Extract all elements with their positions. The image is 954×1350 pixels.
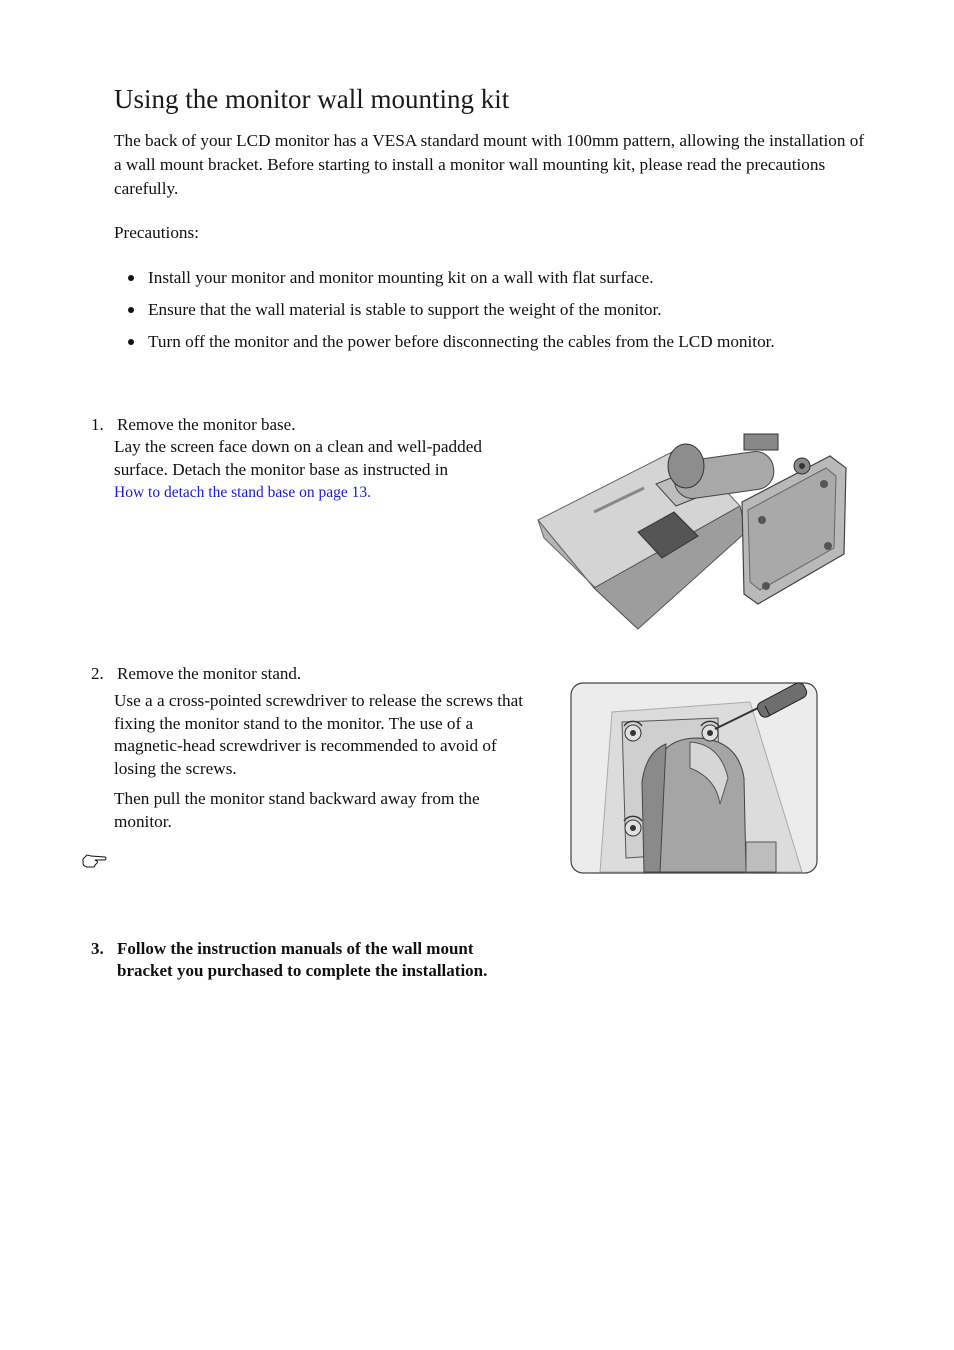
pointing-hand-icon (82, 853, 108, 869)
step-2-text-2: Then pull the monitor stand backward away from the monitor. (114, 789, 480, 831)
step-1-title: 1. Remove the monitor base. (91, 415, 296, 434)
page-title: Using the monitor wall mounting kit (114, 84, 510, 114)
bullet-icon (128, 275, 134, 281)
intro-paragraph: The back of your LCD monitor has a VESA standard mount with 100mm pattern, allowing the installation of a wall mount bracket. Before starting to install a monitor wall mounting kit, please read the precautions carefully. (114, 131, 865, 198)
precautions-label: Precautions: (114, 223, 199, 242)
step-1-text: Lay the screen face down on a clean and well-padded surface. Detach the monitor base as instructed in How to detach the stand base on page 13. (114, 437, 482, 501)
step-2-title: 2. Remove the monitor stand. (91, 664, 302, 683)
list-item: Ensure that the wall material is stable to support the weight of the monitor. (128, 298, 775, 330)
list-item: Install your monitor and monitor mounting kit on a wall with flat surface. (128, 266, 775, 298)
list-item: Turn off the monitor and the power before disconnecting the cables from the LCD monitor. (128, 330, 775, 362)
precautions-list (128, 266, 775, 362)
bullet-icon (128, 339, 134, 345)
monitor-stand-illustration (570, 682, 818, 874)
step-3-title: 3. Follow the instruction manuals of the wall mount bracket you purchased to complete the installation. (91, 939, 488, 980)
step-2-text-1: Use a a cross-pointed screwdriver to release the screws that fixing the monitor stand to the monitor. The use of a magnetic-head screwdriver is recommended to avoid of losing the screws. (114, 691, 523, 778)
monitor-base-illustration (534, 428, 852, 632)
bullet-icon (128, 307, 134, 313)
detach-stand-link[interactable]: How to detach the stand base on page 13 (114, 484, 368, 501)
